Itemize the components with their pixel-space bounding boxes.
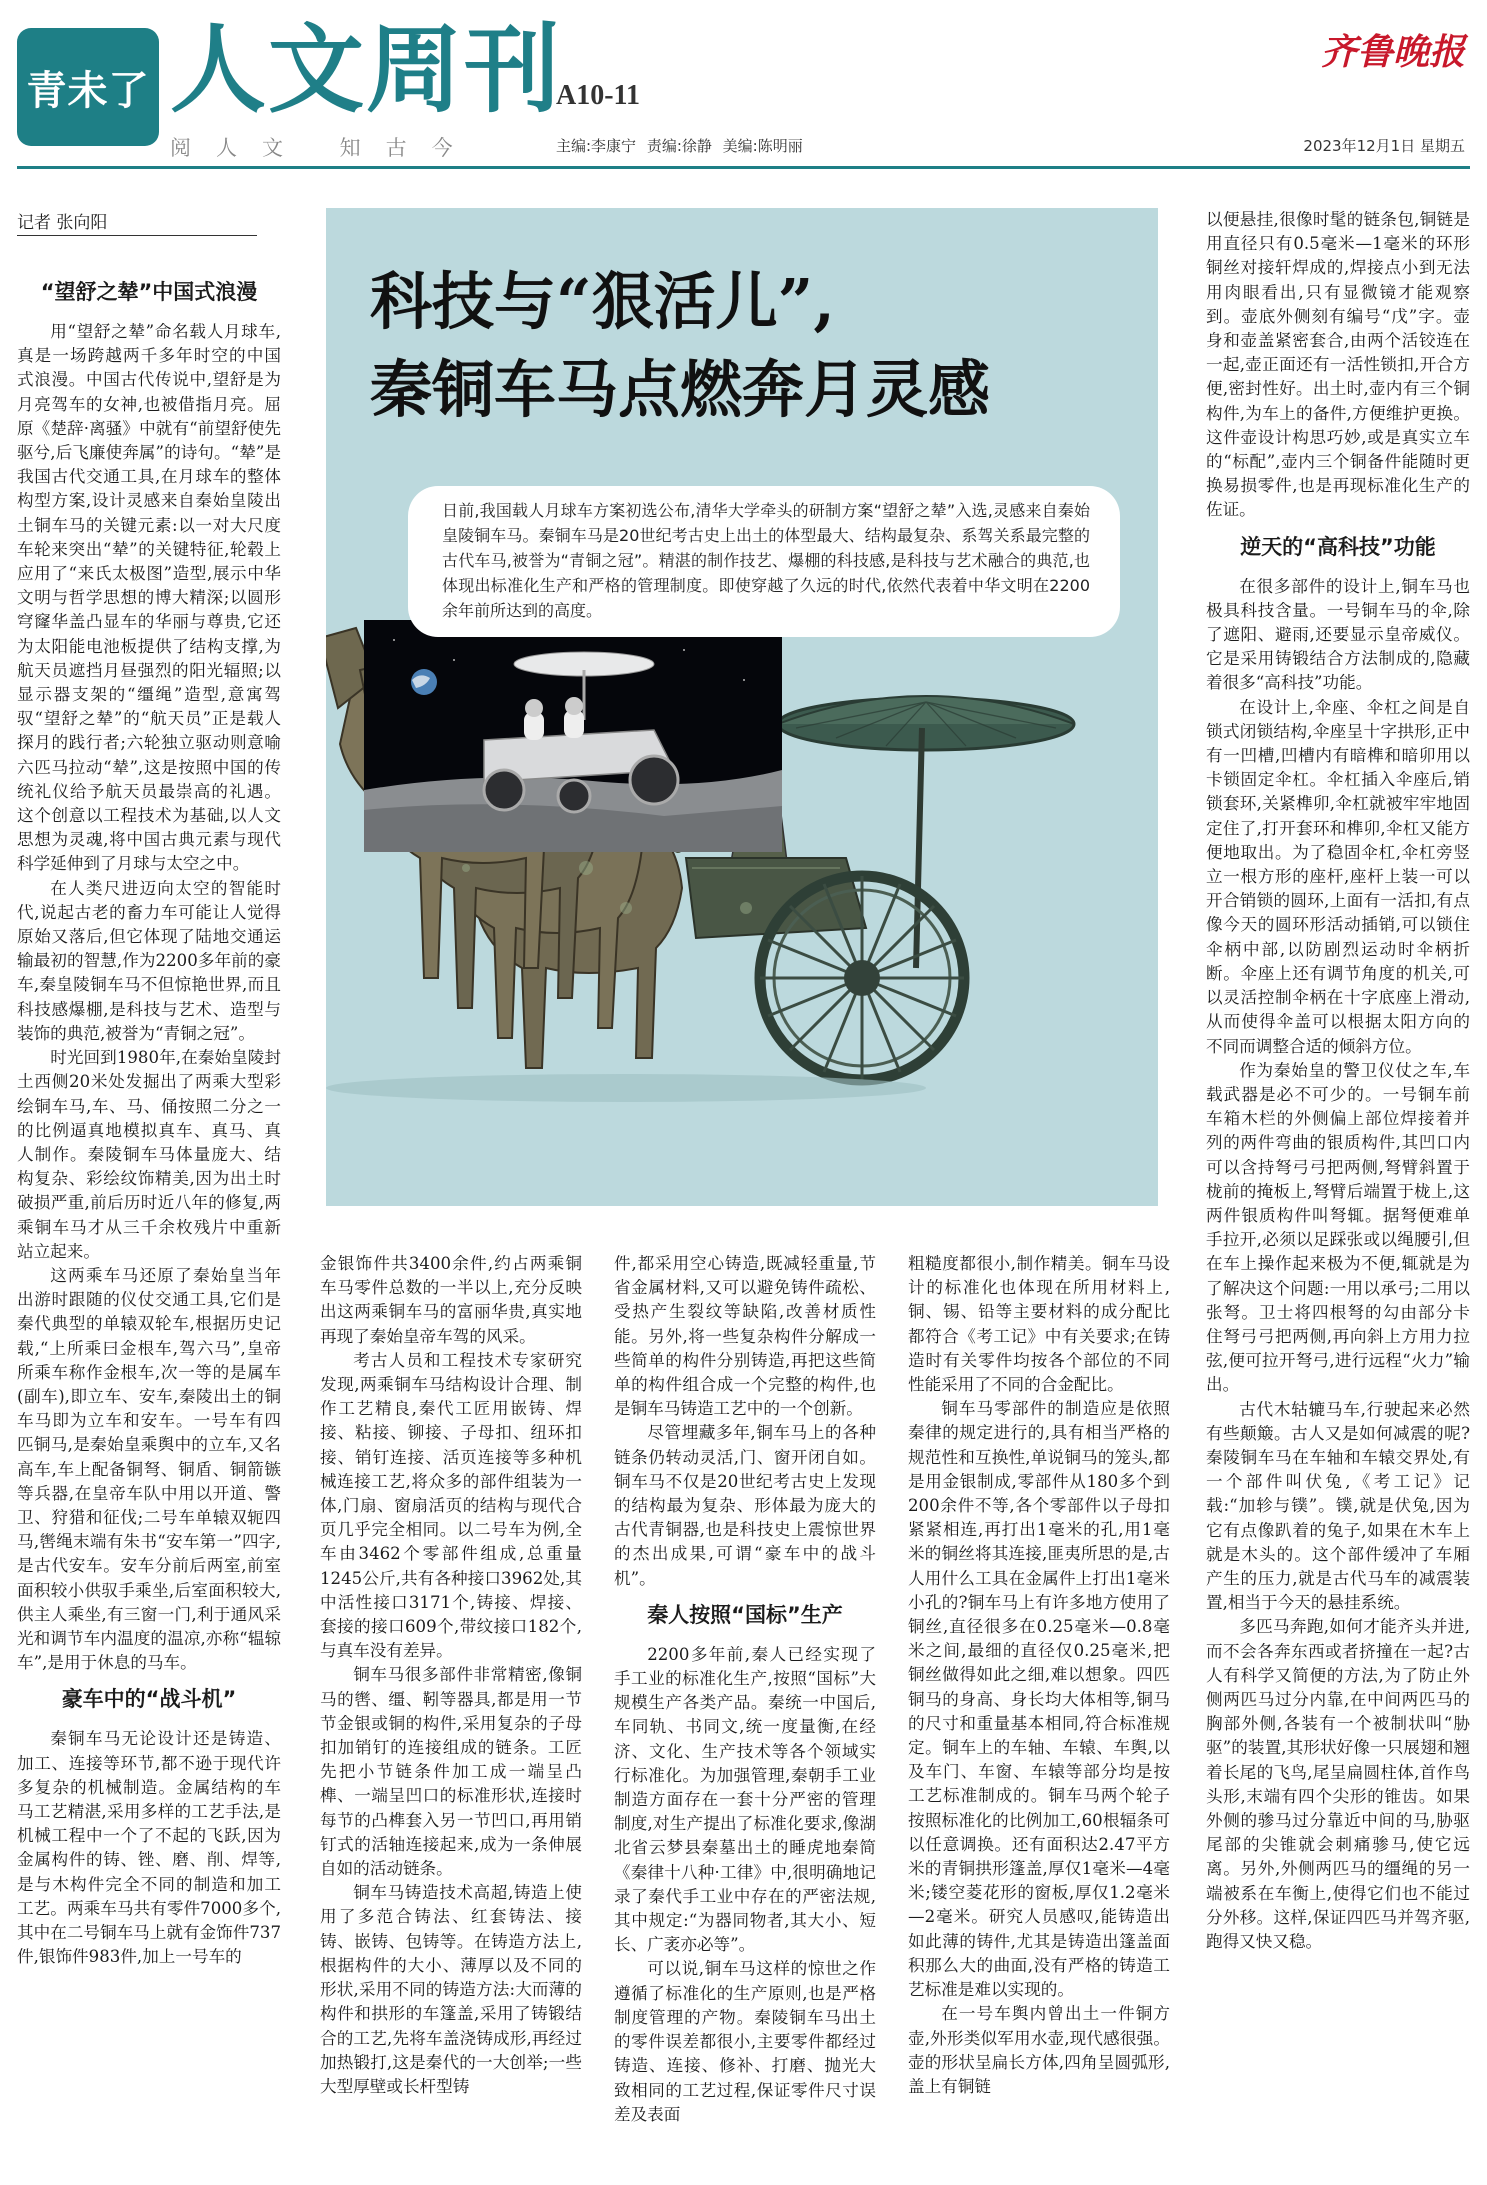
page-code: A10-11 bbox=[556, 80, 640, 111]
subhead-gaokeji: 逆天的“高科技”功能 bbox=[1240, 534, 1436, 559]
issue-date: 2023年12月1日 星期五 bbox=[1303, 137, 1465, 155]
subhead-guobiao: 秦人按照“国标”生产 bbox=[647, 1602, 843, 1627]
paragraph: 秦铜车马无论设计还是铸造、加工、连接等环节,都不逊于现代许多复杂的机械制造。金属结构的车马工艺精湛,采用多样的工艺手法,是机械工程中一个了不起的飞跃,因为金属构件的铸、锉、磨、削、焊等,是与木构件完全不同的制造和加工工艺。两乘车马共有零件7000多个,其中在二号铜车马上就有金饰件737件,银饰件983件,加上一号车的 bbox=[17, 1729, 281, 1967]
paragraph: 以便悬挂,很像时髦的链条包,铜链是用直径只有0.5毫米—1毫米的环形铜丝对接轩焊成的,焊接点小到无法用肉眼看出,只有显微镜才能观察到。壶底外侧刻有编号“戊”字。壶身和壶盖紧密套合,由两个活铰连在一起,壶正面还有一活性锁扣,开合方便,密封性好。出土时,壶内有三个铜构件,为车上的备件,方便维护更换。这件壶设计构思巧妙,或是真实立车的“标配”,壶内三个铜备件能随时更换易损零件,也是再现标准化生产的佐证。 bbox=[1206, 210, 1470, 520]
headline bbox=[370, 258, 1140, 434]
paragraph: 在一号车舆内曾出土一件铜方壶,外形类似军用水壶,现代感很强。壶的形状呈扁长方体,四角呈圆弧形,盖上有铜链 bbox=[908, 2004, 1170, 2096]
paragraph: 时光回到1980年,在秦始皇陵封土西侧20米处发掘出了两乘大型彩绘铜车马,车、马、俑按照二分之一的比例逼真地模拟真车、真马、真人制作。秦陵铜车马体量庞大、结构复杂、彩绘纹饰精美,因为出土时破损严重,前后历时近八年的修复,两乘铜车马才从三千余枚残片中重新站立起来。 bbox=[17, 1048, 281, 1261]
subhead-wangshu: “望舒之辇”中国式浪漫 bbox=[40, 280, 258, 304]
paragraph: 在很多部件的设计上,铜车马也极具科技含量。一号铜车马的伞,除了遮阳、避雨,还要显示皇帝威仪。它是采用铸锻结合方法制成的,隐藏着很多“高科技”功能。 bbox=[1206, 576, 1470, 693]
newspaper-logo: 齐鲁晚报 bbox=[1320, 31, 1465, 73]
paragraph: 这两乘车马还原了秦始皇当年出游时跟随的仪仗交通工具,它们是秦代典型的单辕双轮车,根据历史记载,“上所乘曰金根车,驾六马”,皇帝所乘车称作金根车,次一等的是属车(副车),即立车、安车,秦陵出土的铜车马即为立车和安车。一号车有四匹铜马,是秦始皇乘舆中的立车,又名高车,车上配备铜弩、铜盾、铜箭镞等兵器,在皇帝车队中用以开道、警卫、狩猎和征伐;二号车单辕双轭四马,辔绳末端有朱书“安车第一”四字,是古代安车。安车分前后两室,前室面积较小供驭手乘坐,后室面积较大,供主人乘坐,有三窗一门,利于通风采光和调节车内温度的温凉,亦称“辒辌车”,是用于休息的马车。 bbox=[17, 1265, 281, 1673]
paragraph: 铜车马零部件的制造应是依照秦律的规定进行的,具有相当严格的规范性和互换性,单说铜马的笼头,都是用金银制成,零部件从180多个到200余件不等,各个零部件以子母扣紧紧相连,再打出1毫米的孔,用1毫米的铜丝将其连接,匪夷所思的是,古人用什么工具在金属件上打出1毫米小孔的?铜车马上有许多地方使用了铜丝,直径很多在0.25毫米—0.8毫米之间,最细的直径仅0.25毫米,把铜丝做得如此之细,难以想象。四匹铜马的身高、身长均大体相等,铜马的尺寸和重量基本相同,符合标准规定。铜车上的车轴、车辕、车舆,以及车门、车窗、车辕等部分均是按工艺标准制成的。铜车马两个轮子按照标准化的比例加工,60根辐条可以任意调换。还有面积达2.47平方米的青铜拱形篷盖,厚仅1毫米—4毫米;镂空菱花形的窗板,厚仅1.2毫米—2毫米。研究人员感叹,能铸造出如此薄的铸件,尤其是铸造出篷盖面积那么大的曲面,没有严格的铸造工艺标准是难以实现的。 bbox=[908, 1399, 1170, 2000]
lead-paragraph: 日前,我国载人月球车方案初选公布,清华大学牵头的研制方案“望舒之辇”入选,灵感来自秦始皇陵铜车马。秦铜车马是20世纪考古史上出土的体型最大、结构最复杂、系驾关系最完整的古代车马,被誉为“青铜之冠”。精湛的制作技艺、爆棚的科技感,是科技与艺术融合的典范,也体现出标准化生产和严格的管理制度。即使穿越了久远的时代,依然代表着中华文明在2200余年前所达到的高度。 bbox=[408, 486, 1120, 637]
paragraph: 金银饰件共3400余件,约占两乘铜车马零件总数的一半以上,充分反映出这两乘铜车马的富丽华贵,真实地再现了秦始皇帝车驾的风采。 bbox=[320, 1254, 582, 1346]
editor-credits: 主编:李康宁 责编:徐静 美编:陈明丽 bbox=[556, 137, 803, 155]
column-3 bbox=[614, 1252, 876, 2168]
masthead bbox=[0, 0, 1487, 168]
section-title: 人文周刊 bbox=[170, 13, 562, 126]
qingweiliao-logo bbox=[17, 28, 159, 146]
subhead-zhandouji: 豪车中的“战斗机” bbox=[61, 1687, 237, 1712]
column-5 bbox=[1206, 208, 1470, 2168]
lunar-rover-image bbox=[364, 620, 782, 852]
paragraph: 2200多年前,秦人已经实现了手工业的标准化生产,按照“国标”大规模生产各类产品。秦统一中国后,车同轨、书同文,统一度量衡,在经济、文化、生产技术等各个领域实行标准化。为加强管理,秦朝手工业制造方面存在一套十分严密的管理制度,对生产提出了标准化要求,像湖北省云梦县秦墓出土的睡虎地秦简《秦律十八种·工律》中,很明确地记录了秦代手工业中存在的严密法规,其中规定:“为器同物者,其大小、短长、广袤亦必等”。 bbox=[614, 1644, 876, 1955]
byline: 记者 张向阳 bbox=[17, 208, 257, 236]
paragraph: 铜车马很多部件非常精密,像铜马的辔、缰、靷等器具,都是用一节节金银或铜的构件,采用复杂的子母扣加销钉的连接组成的链条。工匠先把小节链条件加工成一端呈凸榫、一端呈凹口的标准形状,连接时每节的凸榫套入另一节凹口,再用销钉式的活轴连接起来,成为一条伸展自如的活动链条。 bbox=[320, 1665, 582, 1879]
paragraph: 尽管埋藏多年,铜车马上的各种链条仍转动灵活,门、窗开闭自如。铜车马不仅是20世纪考古史上发现的结构最为复杂、形体最为庞大的古代青铜器,也是科技史上震惊世界的杰出成果,可谓“豪车中的战斗机”。 bbox=[614, 1423, 876, 1588]
paragraph: 铜车马铸造技术高超,铸造上使用了多范合铸法、红套铸法、接铸、嵌铸、包铸等。在铸造方法上,根据构件的大小、薄厚以及不同的形状,采用不同的铸造方法:大而薄的构件和拱形的车篷盖,采用了铸锻结合的工艺,先将车盖浇铸成形,再经过加热锻打,这是秦代的一大创举;一些大型厚壁或长杆型铸 bbox=[320, 1883, 582, 2096]
headline-line-2: 秦铜车马点燃奔月灵感 bbox=[370, 353, 991, 426]
paragraph: 粗糙度都很小,制作精美。铜车马设计的标准化也体现在所用材料上,铜、锡、铅等主要材料的成分配比都符合《考工记》中有关要求;在铸造时有关零件均按各个部位的不同性能采用了不同的合金配比。 bbox=[908, 1254, 1170, 1395]
column-4 bbox=[908, 1252, 1170, 2168]
paragraph: 件,都采用空心铸造,既减轻重量,节省金属材料,又可以避免铸件疏松、受热产生裂纹等缺陷,改善材质性能。另外,将一些复杂构件分解成一些简单的构件分别铸造,再把这些简单的构件组合成一个完整的构件,也是铜车马铸造工艺中的一个创新。 bbox=[614, 1254, 876, 1419]
paragraph: 在设计上,伞座、伞杠之间是自锁式闭锁结构,伞座呈十字拱形,正中有一凹槽,凹槽内有暗榫和暗卯用以卡锁固定伞杠。伞杠插入伞座后,销锁套环,关紧榫卯,伞杠就被牢牢地固定住了,打开套环和榫卯,伞杠又能方便地取出。为了稳固伞杠,伞杠旁竖立一根方形的座杆,座杆上装一可以开合销锁的圆环,上面有一活扣,有点像今天的圆环形活动插销,可以锁住伞柄中部,以防剧烈运动时伞柄折断。伞座上还有调节角度的机关,可以灵活控制伞柄在十字底座上滑动,从而使得伞盖可以根据太阳方向的不同而调整合适的倾斜方位。 bbox=[1206, 697, 1470, 1056]
headline-line-1: 科技与“狠活儿”, bbox=[370, 265, 835, 338]
masthead-rule bbox=[17, 166, 1470, 169]
paragraph: 用“望舒之辇”命名载人月球车,真是一场跨越两千多年时空的中国式浪漫。中国古代传说中,望舒是为月亮驾车的女神,也被借指月亮。屈原《楚辞·离骚》中就有“前望舒使先驱兮,后飞廉使奔属”的诗句。“辇”是我国古代交通工具,在月球车的整体构型方案,设计灵感来自秦始皇陵出土铜车马的关键元素:以一对大尺度车轮来突出“辇”的关键特征,轮毂上应用了“来氏太极图”造型,展示中华文明与哲学思想的博大精深;以圆形穹窿华盖凸显车的华丽与尊贵,它还为太阳能电池板提供了结构支撑,为航天员遮挡月昼强烈的阳光辐照;以显示器支架的“缰绳”造型,意寓驾驭“望舒之辇”的“航天员”正是载人探月的践行者;六轮独立驱动则意喻六匹马拉动“辇”,这是按照中国的传统礼仪给予航天员最崇高的礼遇。这个创意以工程技术为基础,以人文思想为灵魂,将中国古典元素与现代科学延伸到了月球与太空之中。 bbox=[17, 322, 281, 874]
column-2 bbox=[320, 1252, 582, 2168]
section-slogan: 阅人文 知古今 bbox=[170, 136, 478, 160]
paragraph: 古代木轱辘马车,行驶起来必然有些颠簸。古人又是如何减震的呢?秦陵铜车马在车轴和车辕交界处,有一个部件叫伏兔,《考工记》记载:“加轸与镤”。镤,就是伏兔,因为它有点像趴着的兔子,如果在木车上就是木头的。这个部件缓冲了车厢产生的压力,就是古代马车的减震装置,相当于今天的悬挂系统。 bbox=[1206, 1399, 1470, 1613]
paragraph: 考古人员和工程技术专家研究发现,两乘铜车马结构设计合理、制作工艺精良,秦代工匠用嵌铸、焊接、粘接、铆接、子母扣、纽环扣接、销钉连接、活页连接等多种机械连接工艺,将众多的部件组装为一体,门扇、窗扇活页的结构与现代合页几乎完全相同。以二号车为例,全车由3462个零部件组成,总重量1245公斤,共有各种接口3962处,其中活性接口3171个,铸接、焊接、套接的接口609个,带纹接口182个,与真车没有差异。 bbox=[320, 1350, 582, 1661]
logo-text: 青未了 bbox=[26, 66, 150, 114]
paragraph: 作为秦始皇的警卫仪仗之车,车载武器是必不可少的。一号铜车前车箱木栏的外侧偏上部位焊接着并列的两件弯曲的银质构件,其凹口内可以含持弩弓弓把两侧,弩臂斜置于栊前的掩板上,弩臂后端置于栊上,这两件银质构件叫弩辄。据弩便难单手拉开,必须以足踩张或以绳腰引,但在车上操作起来极为不便,辄就是为了解决这个问题:一用以承弓;二用以张弩。卫士将四根弩的勾由部分卡住弩弓弓把两侧,再向斜上方用力拉弦,便可拉开弩弓,进行远程“火力”输出。 bbox=[1206, 1060, 1470, 1395]
paragraph: 多匹马奔跑,如何才能齐头并进,而不会各奔东西或者挤撞在一起?古人有科学又简便的方法,为了防止外侧两匹马过分内靠,在中间两匹马的胸部外侧,各装有一个被制状叫“胁驱”的装置,其形状好像一只展翅和翘着长尾的飞鸟,尾呈扁圆柱体,首作鸟头形,末端有四个尖形的锥齿。如果外侧的骖马过分靠近中间的马,胁驱尾部的尖锥就会刺痛骖马,使它远离。另外,外侧两匹马的缰绳的另一端被系在车衡上,使得它们也不能过分外移。这样,保证四匹马并驾齐驱,跑得又快又稳。 bbox=[1206, 1617, 1470, 1952]
paragraph: 在人类尺进迈向太空的智能时代,说起古老的畜力车可能让人觉得原始又落后,但它体现了陆地交通运输最初的智慧,作为2200多年前的豪车,秦皇陵铜车马不但惊艳世界,而且科技感爆棚,是科技与艺术、造型与装饰的典范,被誉为“青铜之冠”。 bbox=[17, 878, 281, 1043]
column-1 bbox=[17, 268, 281, 2168]
paragraph: 可以说,铜车马这样的惊世之作遵循了标准化的生产原则,也是严格制度管理的产物。秦陵铜车马出土的零件误差都很小,主要零件都经过铸造、连接、修补、打磨、抛光大致相同的工艺过程,保证零件尺寸误差及表面 bbox=[614, 1959, 876, 2124]
